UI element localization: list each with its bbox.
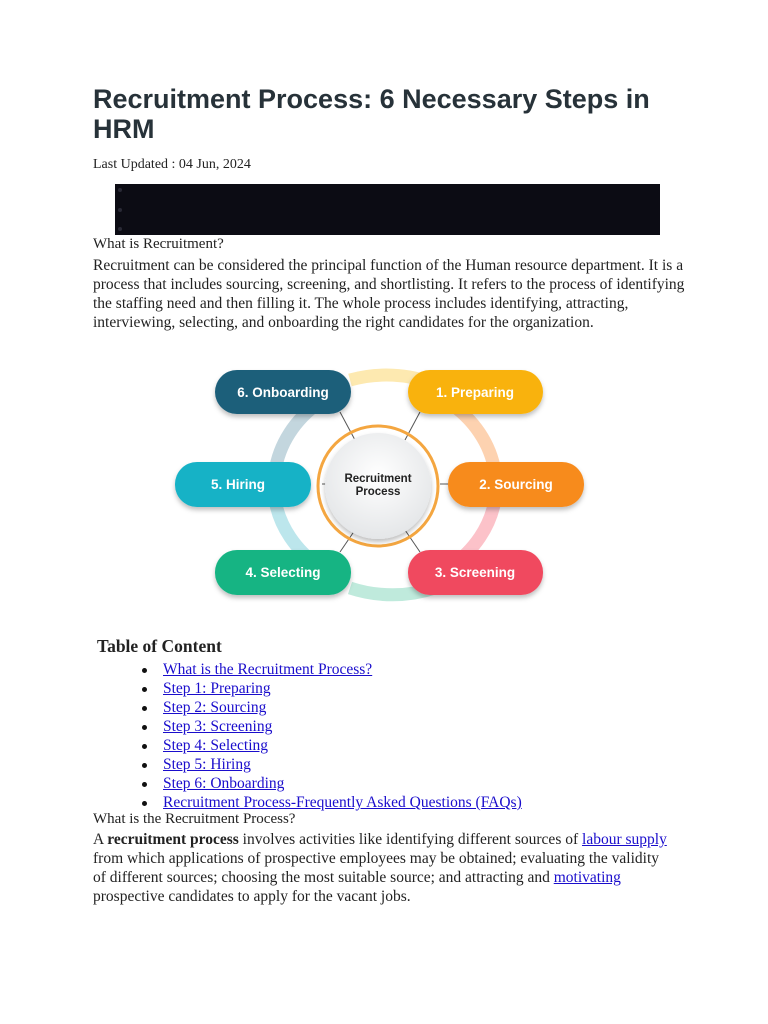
table-of-contents xyxy=(140,660,522,812)
toc-link-step-3[interactable]: Step 3: Screening xyxy=(163,718,273,735)
step-label-selecting: 4. Selecting xyxy=(245,565,321,580)
last-updated: Last Updated : 04 Jun, 2024 xyxy=(93,157,251,172)
bullet-dot xyxy=(142,668,147,673)
step-pill-preparing xyxy=(408,370,543,414)
step-label-screening: 3. Screening xyxy=(434,565,516,580)
bullet-dot xyxy=(142,801,147,806)
toc-link-step-5[interactable]: Step 5: Hiring xyxy=(163,756,251,773)
motivating-link[interactable]: motivating xyxy=(553,869,621,886)
toc-link-what-is-process[interactable]: What is the Recruitment Process? xyxy=(163,661,373,678)
text-span: A xyxy=(93,831,108,848)
bullet-dot xyxy=(142,706,147,711)
toc-item xyxy=(140,679,522,698)
section-paragraph xyxy=(93,830,673,906)
toc-item xyxy=(140,736,522,755)
bullet-dot xyxy=(142,782,147,787)
bullet-dot xyxy=(142,687,147,692)
recruitment-process-diagram xyxy=(170,362,600,610)
section-heading: What is the Recruitment Process? xyxy=(93,811,296,827)
toc-item xyxy=(140,774,522,793)
toc-item xyxy=(140,660,522,679)
step-label-preparing: 1. Preparing xyxy=(435,385,515,400)
step-pill-screening xyxy=(408,550,543,595)
toc-link-step-1[interactable]: Step 1: Preparing xyxy=(163,680,271,697)
step-pill-selecting xyxy=(215,550,351,595)
toc-link-step-6[interactable]: Step 6: Onboarding xyxy=(163,775,285,792)
bullet-dot xyxy=(142,763,147,768)
center-label-line1: Recruitment xyxy=(344,473,412,485)
article-title: Recruitment Process: 6 Necessary Steps in HRM xyxy=(93,84,650,144)
toc-link-step-4[interactable]: Step 4: Selecting xyxy=(163,737,269,754)
text-span: prospective candidates to apply for the vacant jobs. xyxy=(93,888,411,905)
toc-link-step-2[interactable]: Step 2: Sourcing xyxy=(163,699,267,716)
step-pill-hiring xyxy=(175,462,311,507)
step-pill-onboarding xyxy=(215,370,351,414)
center-label-line2: Process xyxy=(355,486,401,498)
toc-item xyxy=(140,717,522,736)
toc-link-faqs[interactable]: Recruitment Process-Frequently Asked Questions (FAQs) xyxy=(163,794,522,811)
toc-item xyxy=(140,698,522,717)
toc-item xyxy=(140,755,522,774)
toc-item xyxy=(140,793,522,812)
labour-supply-link[interactable]: labour supply xyxy=(582,831,667,848)
step-label-sourcing: 2. Sourcing xyxy=(479,477,553,492)
text-span: involves activities like identifying different sources of xyxy=(238,831,583,848)
step-label-onboarding: 6. Onboarding xyxy=(237,385,329,400)
intro-paragraph: Recruitment can be considered the principal function of the Human resource department. It is a process that includes sourcing, screening, and shortlisting. It refers to the process of identifying the staffing need and then filling it. The whole process includes identifying, attracting, interviewing, selecting, and onboarding the right candidates for the organization. xyxy=(93,257,685,331)
bullet-dot xyxy=(118,188,122,192)
step-pill-sourcing xyxy=(448,462,584,507)
text-span: from which applications of prospective employees may be obtained; evaluating the validity of different sources; choosing the most suitable source; and attracting and xyxy=(93,850,660,886)
step-label-hiring: 5. Hiring xyxy=(210,477,266,492)
bullet-dot xyxy=(118,227,122,231)
bullet-dot xyxy=(142,744,147,749)
bullet-dot xyxy=(118,208,122,212)
bullet-dot xyxy=(142,725,147,730)
bold-term: recruitment process xyxy=(107,831,239,848)
what-is-recruitment-heading: What is Recruitment? xyxy=(93,236,224,252)
toc-title: Table of Content xyxy=(97,636,222,656)
redacted-block xyxy=(115,184,660,235)
